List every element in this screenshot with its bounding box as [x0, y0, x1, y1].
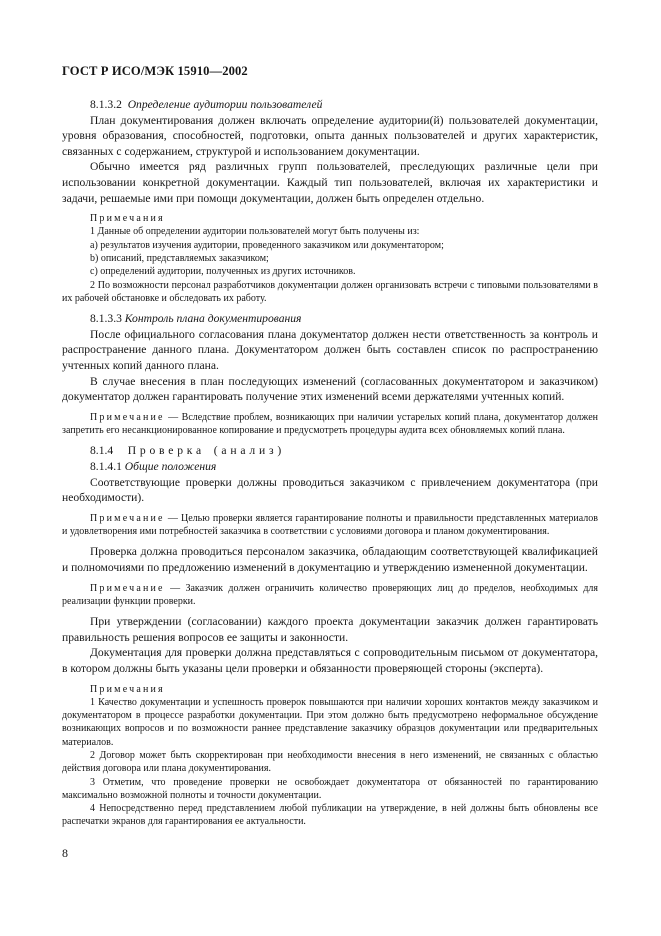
note-subitem: с) определений аудитории, полученных из других источников. [90, 266, 356, 278]
note-text: — Вследствие проблем, возникающих при наличии устарелых копий плана, документатор должен запретить его несанкционированное копирование и предусмотреть процедуры аудита всех обновляемых копий плана. [62, 411, 598, 437]
note-text: — Целью проверки является гарантирование полноты и правильности представленных материалов и удовлетворения ими потребностей заказчика в соответствии с условиями договора и планом документирования. [62, 512, 598, 538]
standard-header: ГОСТ Р ИСО/МЭК 15910—2002 [62, 64, 248, 78]
note-subitem: b) описаний, представляемых заказчиком; [90, 253, 269, 265]
notes-label: Примечания [90, 213, 165, 225]
note-item: 2 По возможности персонал разработчиков документации должен организовать встречи с типовыми пользователями в их рабочей обстановке и обследовать их работу. [62, 279, 598, 304]
paragraph: Проверка должна проводиться персоналом заказчика, обладающим соответствующей квалификацией и полномочиями по предложению изменений в документацию и утверждению измененной документации. [62, 545, 598, 574]
notes-label: Примечания [90, 683, 165, 695]
section-number: 8.1.3.3 [90, 312, 122, 326]
section-8-1-3-2-heading [62, 97, 598, 113]
section-number: 8.1.4.1 [90, 459, 122, 473]
note-label: Примечание [90, 411, 165, 423]
note [62, 512, 598, 539]
section-number: 8.1.4 [90, 444, 114, 458]
page-number: 8 [62, 846, 68, 860]
paragraph: При утверждении (согласовании) каждого проекта документации заказчик должен гарантировать правильность решения вопросов ее защиты и законности. [62, 615, 598, 644]
note-item: 1 Данные об определении аудитории пользователей могут быть получены из: [90, 226, 420, 238]
note-item: 2 Договор может быть скорректирован при необходимости внесения в него изменений, не связанных с областью действия договора или плана документирования. [62, 750, 598, 775]
section-title: Определение аудитории пользователей [127, 98, 323, 111]
paragraph: Соответствующие проверки должны проводиться заказчиком с привлечением документатора (при необходимости). [62, 475, 598, 505]
paragraph: Документация для проверки должна представляться с сопроводительным письмом от документатора, в котором должны быть указаны цели проверки и обязанности проверяющей стороны (эксперта). [62, 646, 598, 675]
note-item: 1 Качество документации и успешность проверок повышаются при наличии хороших контактов между заказчиком и документатором в процессе разработки документации. При этом должно быть предусмотрено неформальное обсуждение возникающих вопросов и по возможности раннее представление заказчику образцов документации или предварительных материалов. [62, 696, 598, 748]
section-8-1-3-3-heading [62, 311, 598, 327]
note [62, 582, 598, 609]
paragraph: После официального согласования плана документатор должен нести ответственность за контроль и распространение данного плана. Документатором должен быть составлен список по распространению учтенных копий данного плана. [62, 327, 598, 373]
section-title: Контроль плана документирования [124, 312, 302, 326]
note-item: 4 Непосредственно перед представлением любой публикации на утверждение, в ней должны быть обновлены все распечатки экранов для гарантирования ее актуальности. [62, 803, 598, 828]
section-8-1-4-heading [62, 443, 598, 459]
section-title-2: (анализ) [213, 444, 286, 458]
note-subitem: а) результатов изучения аудитории, проведенного заказчиком или документатором; [90, 239, 444, 251]
paragraph: План документирования должен включать определение аудитории(й) пользователей документации, уровня образования, способностей, подготовки, опыта данных пользователей и других характеристик, связанных с содержанием, структурой и использованием документации. [62, 113, 598, 158]
note-item: 3 Отметим, что проведение проверки не освобождает документатора от обязанностей по гарантированию максимально возможной полноты и точности документации. [62, 776, 598, 801]
section-title: Общие положения [124, 459, 217, 473]
section-number: 8.1.3.2 [90, 98, 122, 111]
note-label: Примечание [90, 512, 165, 524]
note-label: Примечание [90, 582, 165, 594]
paragraph: Обычно имеется ряд различных групп пользователей, преследующих различные цели при использовании конкретной документации. Каждый тип пользователей, включая их характеристики и задачи, решаемые ими при помощи документации, должен быть определен отдельно. [62, 160, 598, 205]
note [62, 411, 598, 438]
paragraph: В случае внесения в план последующих изменений (согласованных документатором и заказчиком) документатор должен гарантировать получение этих изменений всеми держателями учтенных копий. [62, 374, 598, 404]
section-title: Проверка [127, 444, 206, 458]
section-8-1-4-1-heading [62, 459, 598, 475]
page-body [62, 97, 598, 829]
note-text: — Заказчик должен ограничить количество проверяющих лиц до пределов, необходимых для реализации функции проверки. [62, 582, 598, 607]
